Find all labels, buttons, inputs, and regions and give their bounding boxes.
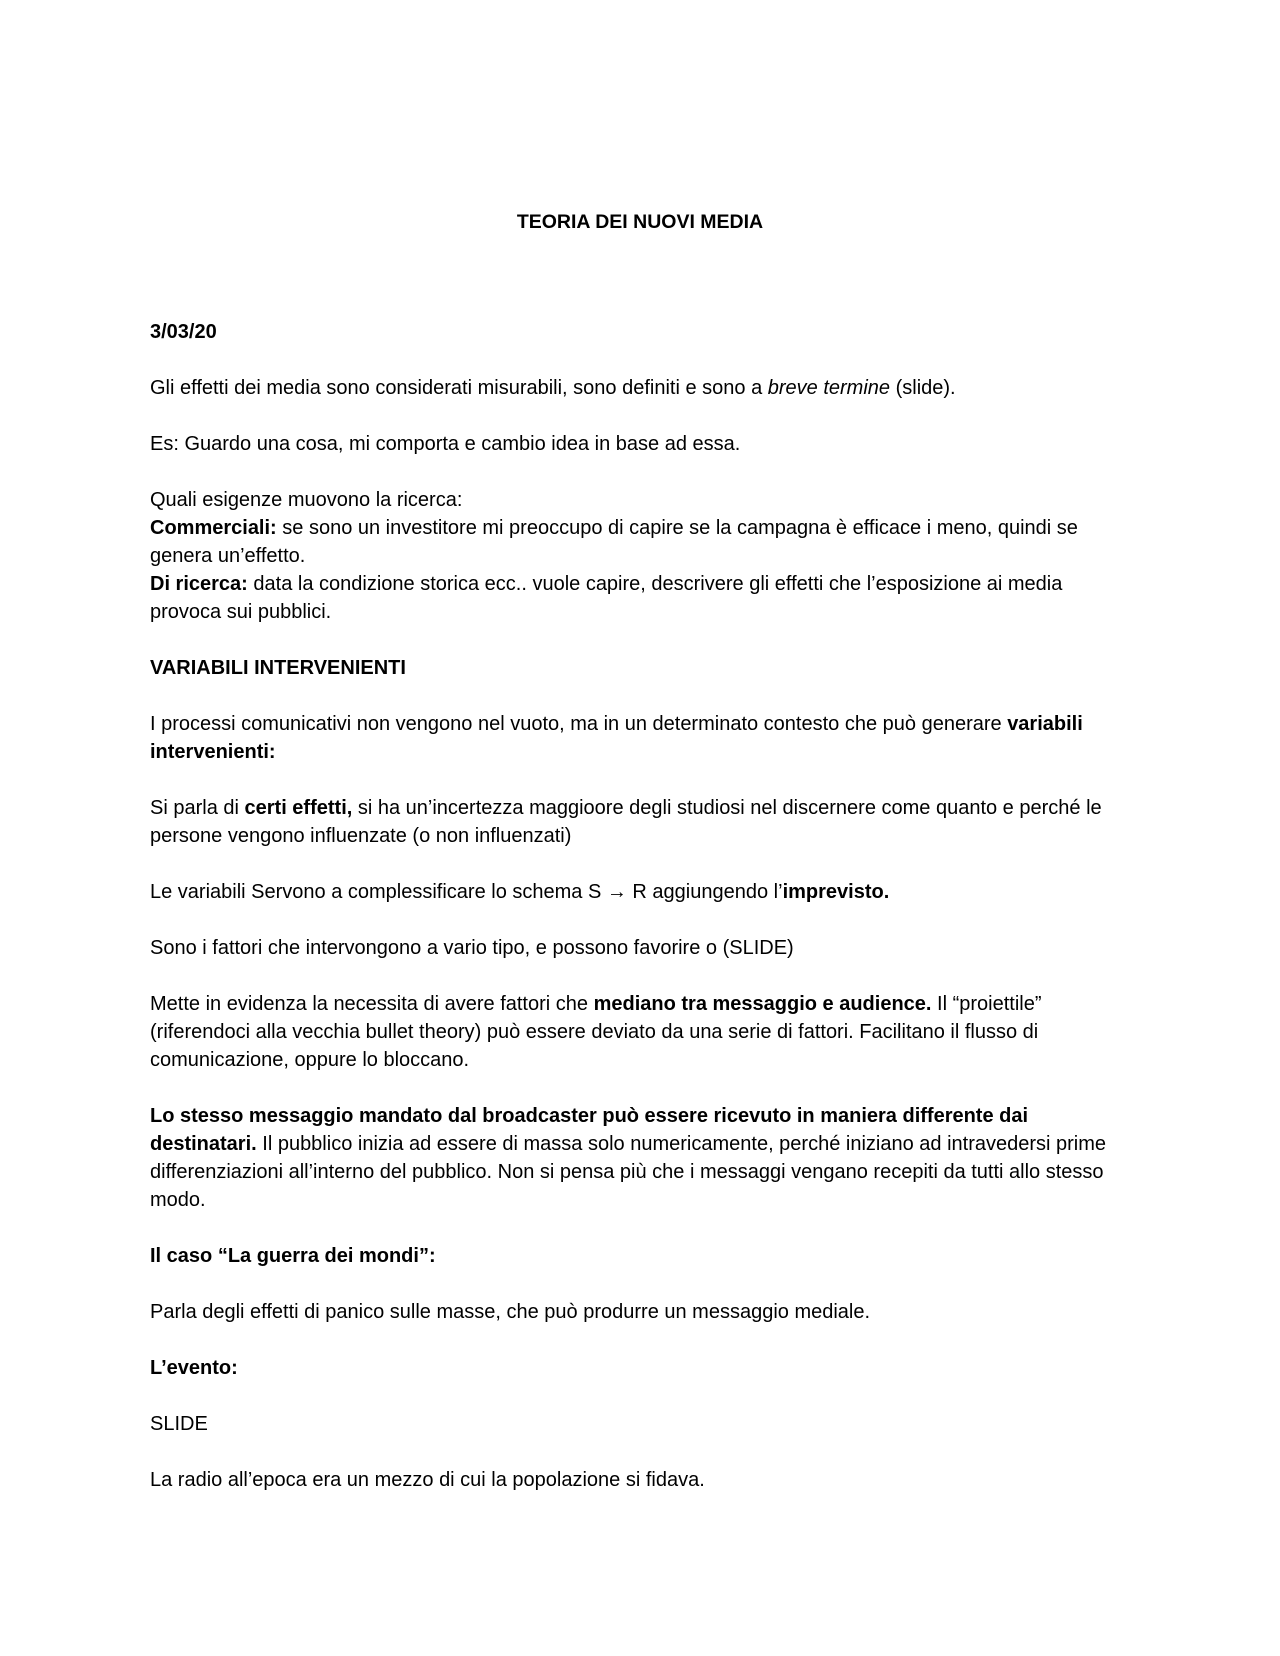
paragraph-effetti-text: Gli effetti dei media sono considerati misurabili, sono definiti e sono a (150, 377, 768, 399)
heading-caso: Il caso “La guerra dei mondi”: (150, 1245, 436, 1267)
paragraph-slide: SLIDE (150, 1413, 208, 1435)
mediano-bold: mediano tra messaggio e audience. (593, 993, 932, 1015)
stesso-messaggio-bold: Lo stesso messaggio mandato dal broadcaster può essere ricevuto in maniera differente dai destinatari. (150, 1105, 1029, 1155)
paragraph-esigenze (150, 486, 1130, 626)
paragraph-certi-effetti (150, 794, 1130, 850)
paragraph-mediano (150, 990, 1130, 1074)
paragraph-variabili-schema (150, 878, 1130, 906)
heading-variabili: VARIABILI INTERVENIENTI (150, 657, 406, 679)
paragraph-effetti-italic: breve termine (767, 377, 891, 399)
paragraph-stesso-messaggio (150, 1102, 1130, 1214)
mediano-after: Il “proiettile” (riferendoci alla vecchia bullet theory) può essere deviato da una serie di fattori. Facilitano il flusso di comunicazione, oppure lo bloccano. (150, 993, 1042, 1071)
schema-middle: R aggiungendo l’ (626, 881, 783, 903)
paragraph-effetti-end: (slide). (890, 377, 956, 399)
heading-evento: L’evento: (150, 1357, 238, 1379)
arrow-icon: → (606, 881, 627, 903)
commerciali-text: se sono un investitore mi preoccupo di capire se la campagna è efficace i meno, quindi se genera un’effetto. (150, 517, 1078, 567)
mediano-before: Mette in evidenza la necessita di avere fattori che (150, 993, 594, 1015)
certi-effetti-before: Si parla di (150, 797, 245, 819)
ricerca-label: Di ricerca: (150, 573, 248, 595)
document-title: TEORIA DEI NUOVI MEDIA (516, 211, 764, 233)
esigenze-commerciali (150, 514, 1130, 570)
paragraph-effetti (150, 374, 1130, 402)
processi-text: I processi comunicativi non vengono nel vuoto, ma in un determinato contesto che può generare (150, 713, 1008, 735)
esigenze-intro: Quali esigenze muovono la ricerca: (150, 489, 463, 511)
commerciali-label: Commerciali: (150, 517, 277, 539)
paragraph-panico: Parla degli effetti di panico sulle masse, che può produrre un messaggio mediale. (150, 1301, 871, 1323)
stesso-messaggio-after: Il pubblico inizia ad essere di massa solo numericamente, perché iniziano ad intravedersi prime differenziazioni all’interno del pubblico. Non si pensa più che i messaggi vengano recepiti da tutti allo stesso modo. (150, 1133, 1107, 1211)
processi-bold: variabili intervenienti: (150, 713, 1083, 763)
schema-before: Le variabili Servono a complessificare lo schema S (150, 881, 607, 903)
paragraph-processi (150, 710, 1130, 766)
paragraph-fattori: Sono i fattori che intervongono a vario tipo, e possono favorire o (SLIDE) (150, 937, 794, 959)
schema-bold: imprevisto. (782, 881, 890, 903)
paragraph-esempio: Es: Guardo una cosa, mi comporta e cambio idea in base ad essa. (150, 433, 741, 455)
lecture-date: 3/03/20 (150, 321, 217, 343)
certi-effetti-after: si ha un’incertezza maggioore degli studiosi nel discernere come quanto e perché le persone vengono influenzate (o non influenzati) (150, 797, 1102, 847)
ricerca-text: data la condizione storica ecc.. vuole capire, descrivere gli effetti che l’esposizione ai media provoca sui pubblici. (150, 573, 1063, 623)
paragraph-radio: La radio all’epoca era un mezzo di cui la popolazione si fidava. (150, 1469, 705, 1491)
esigenze-ricerca (150, 570, 1130, 626)
certi-effetti-bold: certi effetti, (244, 797, 353, 819)
